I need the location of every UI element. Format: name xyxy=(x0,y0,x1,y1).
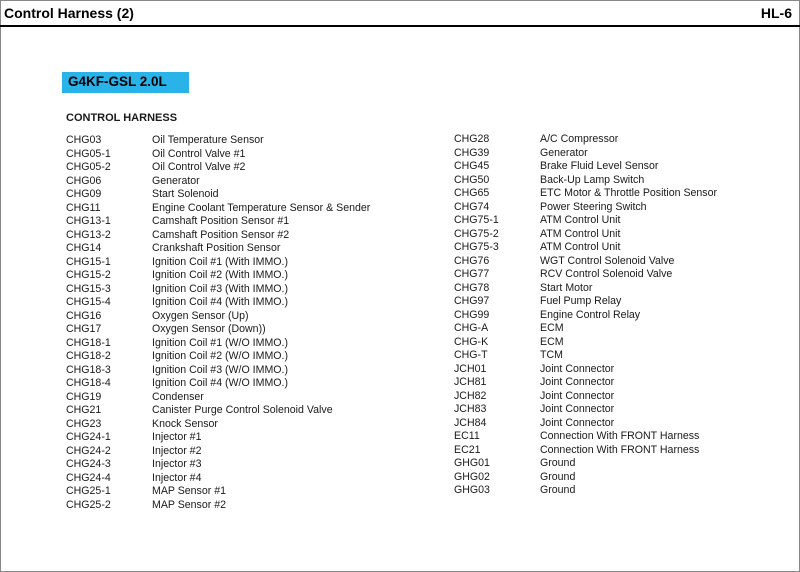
connector-description: Start Motor xyxy=(540,281,593,294)
connector-code: CHG24-2 xyxy=(66,444,111,457)
connector-code: CHG15-2 xyxy=(66,269,111,281)
connector-description: Joint Connector xyxy=(540,389,615,402)
connector-description: ATM Control Unit xyxy=(540,214,621,226)
connector-code: CHG99 xyxy=(454,308,490,321)
connector-code: CHG21 xyxy=(66,404,102,416)
connector-description: Camshaft Position Sensor #1 xyxy=(152,215,290,227)
connector-code: CHG24-4 xyxy=(66,471,111,484)
connector-row xyxy=(66,161,370,175)
connector-code: CHG06 xyxy=(66,174,102,187)
connector-description: MAP Sensor #1 xyxy=(152,485,227,497)
connector-row xyxy=(66,391,370,405)
connector-row xyxy=(66,256,370,270)
section-title: CONTROL HARNESS xyxy=(66,112,178,124)
connector-description: Oxygen Sensor (Up) xyxy=(152,309,249,322)
connector-description: Oil Control Valve #2 xyxy=(152,161,246,173)
page-number: HL-6 xyxy=(760,5,792,21)
connector-description: Crankshaft Position Sensor xyxy=(152,242,281,254)
connector-row xyxy=(66,229,370,243)
connector-description: Ignition Coil #2 (W/O IMMO.) xyxy=(152,350,288,362)
connector-code: CHG77 xyxy=(454,268,490,280)
connector-code: JCH81 xyxy=(454,376,487,388)
connector-row xyxy=(66,188,370,202)
connector-description: Ignition Coil #4 (With IMMO.) xyxy=(152,296,288,308)
connector-description: Connection With FRONT Harness xyxy=(540,443,700,456)
connector-description: Injector #4 xyxy=(152,471,202,484)
connector-row xyxy=(66,242,370,256)
connector-description: TCM xyxy=(540,349,563,361)
connector-row xyxy=(454,255,717,269)
connector-code: CHG13-1 xyxy=(66,215,111,227)
connector-code: CHG-K xyxy=(454,335,489,348)
connector-code: CHG23 xyxy=(66,417,102,430)
connector-row xyxy=(454,268,717,282)
connector-description: Ignition Coil #3 (W/O IMMO.) xyxy=(152,363,288,376)
connector-row xyxy=(66,418,370,432)
connector-code: JCH82 xyxy=(454,389,487,402)
connector-code: CHG18-4 xyxy=(66,377,111,389)
connector-description: Power Steering Switch xyxy=(540,200,647,213)
connector-row xyxy=(66,499,370,513)
connector-row xyxy=(454,214,717,228)
connector-code: CHG65 xyxy=(454,187,490,199)
connector-code: CHG11 xyxy=(66,201,101,214)
connector-code: CHG18-3 xyxy=(66,363,111,376)
connector-code: GHG02 xyxy=(454,470,490,483)
connector-code: CHG14 xyxy=(66,242,102,254)
connector-row xyxy=(66,472,370,486)
connector-row xyxy=(66,337,370,351)
connector-description: A/C Compressor xyxy=(540,133,619,145)
connector-row xyxy=(66,377,370,391)
connector-code: CHG15-1 xyxy=(66,255,111,268)
connector-description: Connection With FRONT Harness xyxy=(540,430,700,442)
connector-code: CHG24-3 xyxy=(66,458,111,470)
connector-description: Injector #3 xyxy=(152,458,202,470)
connector-description: Start Solenoid xyxy=(152,188,219,200)
connector-description: ECM xyxy=(540,335,564,348)
connector-code: CHG-A xyxy=(454,322,489,334)
connector-code: CHG03 xyxy=(66,134,102,146)
connector-code: CHG39 xyxy=(454,146,490,159)
connector-list-left xyxy=(66,134,370,512)
connector-code: CHG74 xyxy=(454,200,490,213)
connector-code: CHG16 xyxy=(66,309,102,322)
connector-row xyxy=(454,133,717,147)
connector-row xyxy=(454,484,717,498)
connector-description: Ignition Coil #1 (With IMMO.) xyxy=(152,255,288,268)
connector-row xyxy=(66,134,370,148)
connector-row xyxy=(454,417,717,431)
connector-description: Joint Connector xyxy=(540,376,615,388)
connector-row xyxy=(454,160,717,174)
connector-row xyxy=(454,403,717,417)
connector-description: Injector #1 xyxy=(152,431,202,443)
connector-code: CHG75-3 xyxy=(454,241,499,253)
connector-code: EC21 xyxy=(454,443,481,456)
connector-row xyxy=(66,202,370,216)
connector-row xyxy=(454,444,717,458)
connector-code: GHG01 xyxy=(454,457,490,469)
connector-row xyxy=(66,310,370,324)
page-title: Control Harness (2) xyxy=(4,5,134,21)
connector-description: Generator xyxy=(540,146,588,159)
connector-row xyxy=(66,283,370,297)
connector-description: Camshaft Position Sensor #2 xyxy=(152,228,290,241)
connector-description: Joint Connector xyxy=(540,403,615,415)
connector-row xyxy=(66,323,370,337)
connector-description: Ground xyxy=(540,470,576,483)
connector-code: CHG15-4 xyxy=(66,296,111,308)
connector-code: CHG24-1 xyxy=(66,431,111,443)
connector-description: Ignition Coil #4 (W/O IMMO.) xyxy=(152,377,288,389)
connector-description: Ignition Coil #2 (With IMMO.) xyxy=(152,269,288,281)
connector-description: Fuel Pump Relay xyxy=(540,295,622,307)
connector-row xyxy=(66,269,370,283)
connector-row xyxy=(454,471,717,485)
connector-row xyxy=(454,390,717,404)
connector-row xyxy=(454,349,717,363)
connector-description: Injector #2 xyxy=(152,444,202,457)
connector-row xyxy=(454,430,717,444)
connector-code: CHG05-1 xyxy=(66,147,111,160)
connector-row xyxy=(66,485,370,499)
connector-description: ATM Control Unit xyxy=(540,241,621,253)
connector-description: Ignition Coil #1 (W/O IMMO.) xyxy=(152,336,288,349)
connector-description: Joint Connector xyxy=(540,362,615,375)
connector-description: Ground xyxy=(540,457,576,469)
connector-description: Knock Sensor xyxy=(152,417,218,430)
connector-description: ETC Motor & Throttle Position Sensor xyxy=(540,187,718,199)
connector-row xyxy=(66,364,370,378)
connector-description: MAP Sensor #2 xyxy=(152,498,227,511)
connector-row xyxy=(454,309,717,323)
connector-row xyxy=(454,282,717,296)
connector-description: Generator xyxy=(152,174,200,187)
connector-description: ATM Control Unit xyxy=(540,227,621,240)
connector-code: CHG75-2 xyxy=(454,227,499,240)
connector-code: CHG76 xyxy=(454,254,490,267)
connector-row xyxy=(66,148,370,162)
connector-row xyxy=(66,404,370,418)
connector-code: CHG25-2 xyxy=(66,498,111,511)
connector-code: CHG-T xyxy=(454,349,488,361)
connector-code: CHG18-1 xyxy=(66,336,111,349)
connector-description: ECM xyxy=(540,322,564,334)
connector-description: WGT Control Solenoid Valve xyxy=(540,254,675,267)
connector-code: JCH83 xyxy=(454,403,487,415)
connector-row xyxy=(454,201,717,215)
connector-row xyxy=(66,431,370,445)
connector-row xyxy=(66,215,370,229)
connector-code: EC11 xyxy=(454,430,480,442)
connector-row xyxy=(66,458,370,472)
connector-code: CHG97 xyxy=(454,295,490,307)
connector-description: Engine Coolant Temperature Sensor & Sender xyxy=(152,201,371,214)
connector-row xyxy=(66,350,370,364)
connector-code: JCH01 xyxy=(454,362,487,375)
connector-row xyxy=(454,174,717,188)
connector-row xyxy=(454,228,717,242)
connector-row xyxy=(66,445,370,459)
connector-description: Oil Temperature Sensor xyxy=(152,134,264,146)
connector-code: JCH84 xyxy=(454,416,487,429)
page-header xyxy=(0,0,800,27)
connector-code: CHG18-2 xyxy=(66,350,111,362)
connector-row xyxy=(454,363,717,377)
connector-description: Oxygen Sensor (Down)) xyxy=(152,323,266,335)
connector-code: CHG50 xyxy=(454,173,490,186)
connector-code: CHG13-2 xyxy=(66,228,111,241)
connector-row xyxy=(454,295,717,309)
engine-badge: G4KF-GSL 2.0L xyxy=(62,72,189,93)
connector-row xyxy=(454,457,717,471)
connector-list-right xyxy=(454,133,717,498)
connector-code: CHG45 xyxy=(454,160,490,172)
connector-description: Ground xyxy=(540,484,576,496)
connector-description: Ignition Coil #3 (With IMMO.) xyxy=(152,282,288,295)
connector-code: CHG15-3 xyxy=(66,282,111,295)
connector-code: CHG75-1 xyxy=(454,214,499,226)
connector-row xyxy=(454,241,717,255)
connector-row xyxy=(454,187,717,201)
connector-code: CHG25-1 xyxy=(66,485,111,497)
connector-code: CHG19 xyxy=(66,390,102,403)
connector-description: Canister Purge Control Solenoid Valve xyxy=(152,404,333,416)
connector-description: Condenser xyxy=(152,390,204,403)
connector-description: RCV Control Solenoid Valve xyxy=(540,268,673,280)
connector-row xyxy=(454,147,717,161)
connector-code: GHG03 xyxy=(454,484,490,496)
connector-description: Brake Fluid Level Sensor xyxy=(540,160,659,172)
connector-code: CHG05-2 xyxy=(66,161,111,173)
connector-description: Oil Control Valve #1 xyxy=(152,147,246,160)
connector-row xyxy=(66,296,370,310)
connector-code: CHG17 xyxy=(66,323,102,335)
connector-code: CHG78 xyxy=(454,281,490,294)
connector-row xyxy=(454,336,717,350)
connector-row xyxy=(454,376,717,390)
connector-description: Engine Control Relay xyxy=(540,308,641,321)
connector-code: CHG28 xyxy=(454,133,490,145)
connector-description: Back-Up Lamp Switch xyxy=(540,173,645,186)
connector-code: CHG09 xyxy=(66,188,102,200)
connector-description: Joint Connector xyxy=(540,416,615,429)
connector-row xyxy=(66,175,370,189)
connector-row xyxy=(454,322,717,336)
